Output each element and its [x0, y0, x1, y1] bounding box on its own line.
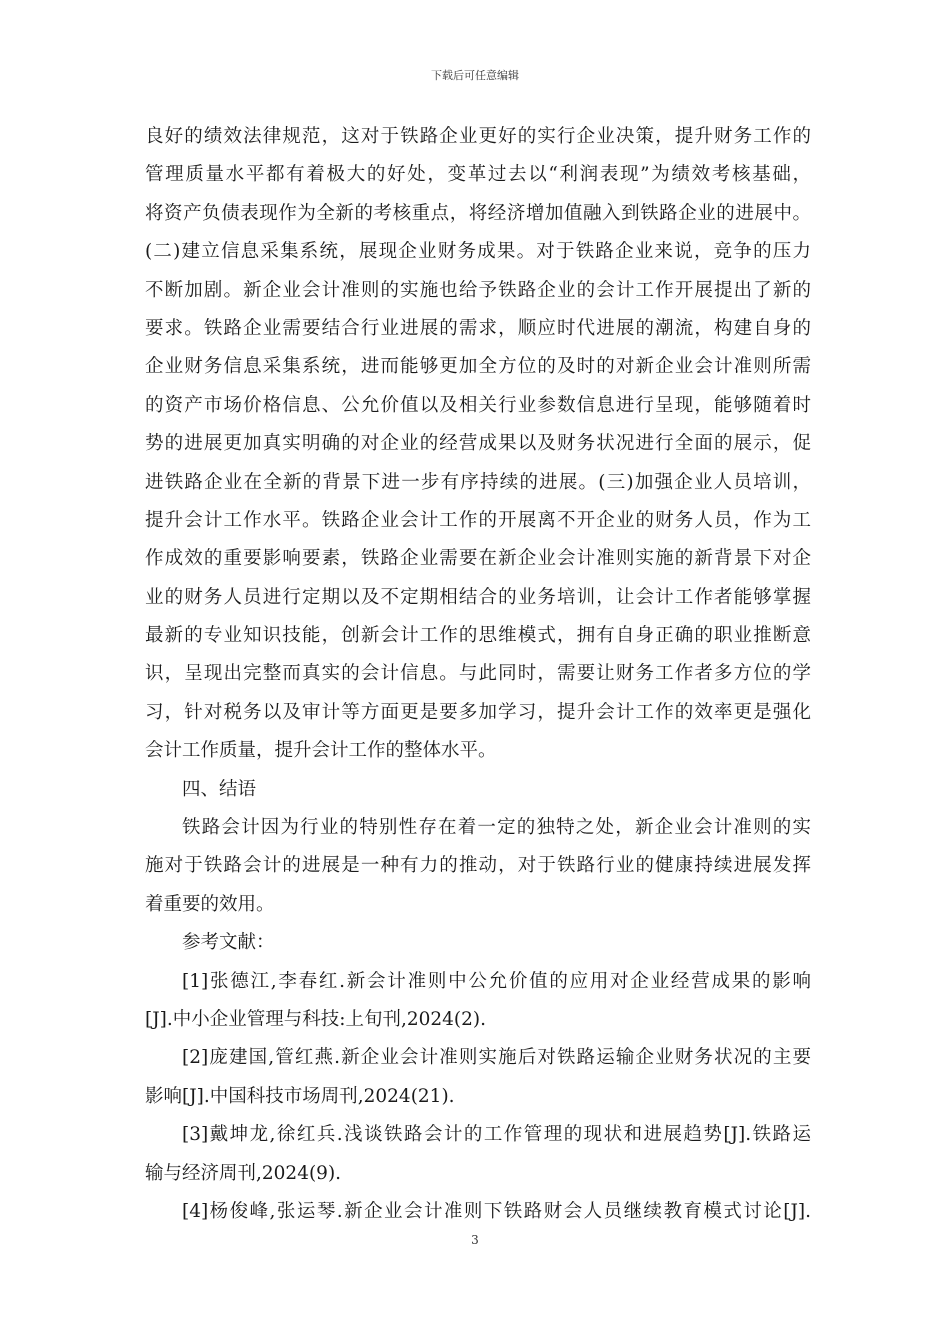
body-line: (二)建立信息采集系统，展现企业财务成果。对于铁路企业来说，竞争的压力	[145, 241, 811, 263]
body-line: 提升会计工作水平。铁路企业会计工作的开展离不开企业的财务人员，作为工	[145, 509, 811, 531]
references-heading: 参考文献：	[182, 932, 275, 954]
page-number: 3	[471, 1233, 479, 1247]
conclusion-line: 施对于铁路会计的进展是一种有力的推动，对于铁路行业的健康持续进展发挥	[145, 855, 811, 877]
body-line: 不断加剧。新企业会计准则的实施也给予铁路企业的会计工作开展提出了新的	[145, 279, 811, 301]
conclusion-line: 着重要的效用。	[145, 893, 275, 915]
body-line: 识，呈现出完整而真实的会计信息。与此同时，需要让财务工作者多方位的学	[145, 663, 811, 685]
body-line: 进铁路企业在全新的背景下进一步有序持续的进展。(三)加强企业人员培训，	[145, 471, 811, 493]
reference-line: 输与经济周刊,2024(9).	[145, 1162, 342, 1184]
reference-line: 影响[J].中国科技市场周刊,2024(21).	[145, 1085, 455, 1107]
reference-line: [3]戴坤龙,徐红兵.浅谈铁路会计的工作管理的现状和进展趋势[J].铁路运	[182, 1124, 811, 1146]
body-line: 将资产负债表现作为全新的考核重点，将经济增加值融入到铁路企业的进展中。	[145, 202, 811, 224]
body-line: 管理质量水平都有着极大的好处，变革过去以“利润表现”为绩效考核基础，	[145, 164, 811, 186]
body-line: 习，针对税务以及审计等方面更是要多加学习，提升会计工作的效率更是强化	[145, 701, 811, 723]
document-body	[145, 118, 811, 1231]
conclusion-line: 铁路会计因为行业的特别性存在着一定的独特之处，新企业会计准则的实	[182, 817, 811, 839]
reference-line: [1]张德江,李春红.新会计准则中公允价值的应用对企业经营成果的影响	[182, 970, 811, 992]
reference-line: [2]庞建国,管红燕.新企业会计准则实施后对铁路运输企业财务状况的主要	[182, 1047, 811, 1069]
reference-line: [4]杨俊峰,张运琴.新企业会计准则下铁路财会人员继续教育模式讨论[J].	[182, 1200, 811, 1222]
section-heading: 四、结语	[182, 778, 257, 800]
body-line: 的资产市场价格信息、公允价值以及相关行业参数信息进行呈现，能够随着时	[145, 394, 811, 416]
body-line: 要求。铁路企业需要结合行业进展的需求，顺应时代进展的潮流，构建自身的	[145, 317, 811, 339]
body-line: 企业财务信息采集系统，进而能够更加全方位的及时的对新企业会计准则所需	[145, 356, 811, 378]
page-header: 下载后可任意编辑	[431, 69, 519, 82]
body-line: 良好的绩效法律规范，这对于铁路企业更好的实行企业决策，提升财务工作的	[145, 126, 811, 147]
body-line: 会计工作质量，提升会计工作的整体水平。	[145, 740, 497, 762]
body-line: 最新的专业知识技能，创新会计工作的思维模式，拥有自身正确的职业推断意	[145, 625, 811, 647]
reference-line: [J].中小企业管理与科技:上旬刊,2024(2).	[145, 1008, 487, 1030]
body-line: 业的财务人员进行定期以及不定期相结合的业务培训，让会计工作者能够掌握	[145, 586, 811, 608]
body-line: 势的进展更加真实明确的对企业的经营成果以及财务状况进行全面的展示，促	[145, 433, 811, 455]
body-line: 作成效的重要影响要素，铁路企业需要在新企业会计准则实施的新背景下对企	[145, 548, 811, 570]
